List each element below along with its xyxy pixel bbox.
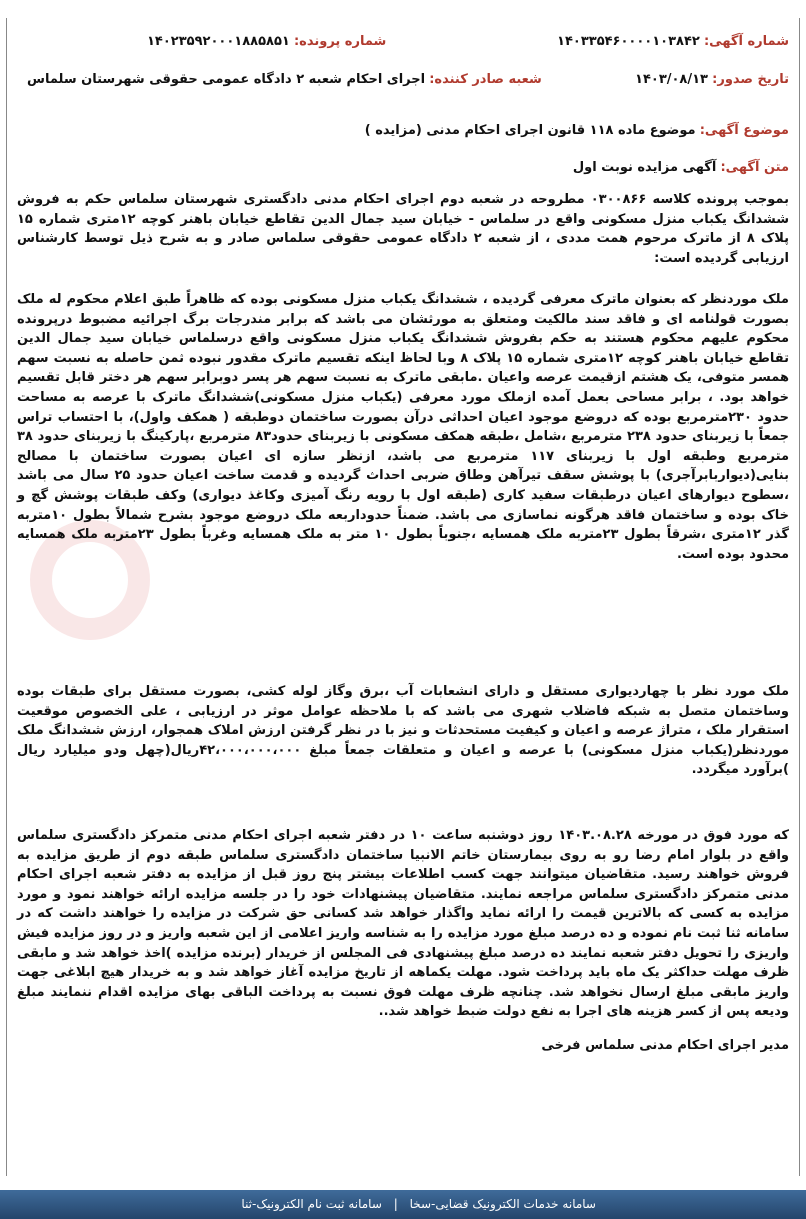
sana-link[interactable]: سامانه ثبت نام الکترونیک-ثنا bbox=[241, 1197, 382, 1211]
header-row-1 bbox=[17, 32, 789, 52]
text-title: آگهی مزایده نوبت اول bbox=[572, 160, 717, 175]
paragraph-4: که مورد فوق در مورخه ۱۴۰۳.۰۸.۲۸ روز دوشنبه ساعت ۱۰ در دفتر شعبه اجرای احکام مدنی متمرکز دادگستری سلماس واقع در بلوار امام رضا رو به روی بیمارستان خاتم الانبیا ساختمان دادگستری سلماس طبقه دوم از طریق مزایده به فروش خواهند رسید. متقاضیان میتوانند جهت کسب اطلاعات بیشتر پنج روز قبل از مزایده به دفتر شعبه اجرای احکام مدنی متمرکز دادگستری سلماس مراجعه نمایند. متقاضیان پیشنهادات خود را در جلسه مزایده ارائه خواهند نمود و مورد مزایده به کسی که بالاترین قیمت را ارائه نماید واگذار خواهد شد کسانی حق شرکت در مزایده را خواهند داشت که در سامانه ثنا ثبت نام نموده و ده درصد مبلغ مورد مزایده را به شناسه واریز اعلامی از این شعبه واریز و در روز مزایده فیش واریزی را تحویل دفتر شعبه نمایند ده درصد مبلغ پیشنهادی فی المجلس از خریدار (برنده مزایده )اخذ خواهد شد و مابقی ظرف مهلت حداکثر یک ماه باید پرداخت شود. مهلت یکماهه از تاریخ مزایده آغاز خواهد شد و به خریدار هیچ ابلاغی جهت واریز مابقی مبلغ ارسال نخواهد شد. چنانچه ظرف مهلت فوق نسبت به پرداخت الباقی بهای مزایده اقدام ننمایند مبلغ ودیعه پس از کسر هزینه های اجرا به نفع دولت ضبط خواهد شد.. bbox=[17, 828, 789, 1020]
issue-date: ۱۴۰۳/۰۸/۱۳ bbox=[635, 72, 708, 87]
paragraph-3: ملک مورد نظر با چهاردیواری مستقل و دارای انشعابات آب ،برق وگاز لوله کشی، بصورت مستقل برای طبقات بوده وساختمان متصل به شبکه فاضلاب شهری می باشد که با ملاحظه عوامل موثر در ارزیابی ، علی الخصوص موقعیت استقرار ملک ، متراژ عرصه و اعیان و کیفیت مستحدثات و نیز با در نظر گرفتن ارزش املاک همجوار، ارزش ششدانگ ملک موردنظر(یکباب منزل مسکونی) با عرصه و اعیان و متعلقات جمعاً مبلغ ۴۲،۰۰۰،۰۰۰،۰۰۰ریال(چهل ودو میلیارد ریال )برآورد میگردد. bbox=[17, 684, 790, 778]
text-title-row bbox=[17, 158, 789, 178]
footer-bar bbox=[0, 1190, 806, 1219]
text-label: متن آگهی: bbox=[720, 160, 789, 175]
paragraph-2: ملک موردنظر که بعنوان ماترک معرفی گردیده ، ششدانگ یکباب منزل مسکونی بوده که ظاهراً طبق اعلام محکوم له ملک بصورت قولنامه ای و فاقد سند مالکیت ومتعلق به مورثشان می باشد که برابر مندرجات برگ اجرائیه مضبوط درپرونده محکوم علیهم محکوم هستند به حکم بفروش ششدانگ یکباب منزل مسکونی واقع درسلماس خیابان سید جمال الدین تقاطع خیابان باهنر کوچه ۱۲متری شماره ۱۵ پلاک ۸ وبا لحاظ اینکه تقسیم ماترک مقدور نبوده ثمن حاصله به نسبت سهم همسر متوفی، یک هشتم ازقیمت عرصه واعیان .مابقی ماترک به نسبت سهم هر پسر دوبرابر سهم هر دختر قابل تقسیم خواهد بود. ، برابر مساحی بعمل آمده ازملک مورد معرفی (یکباب منزل مسکونی)ششدانگ ماترک با عرصه به مساحت حدود ۲۳۰مترمربع بوده که دروضع موجود اعیان احداثی درآن بصورت ساختمان دوطبقه ( همکف واول)، با احتساب تراس جمعاً با زیربنای حدود ۲۳۸ مترمربع ،شامل ،طبقه همکف مسکونی با زیربنای حدود۸۳ مترمربع ،پارکینگ با زیربنای حدود ۳۸ مترمربع وطبقه اول با زیربنای ۱۱۷ مترمربع می باشد، ازنظر سازه ای اعیان بصورت ساختمان با مصالح بنایی(دیواربابرآجری) با پوشش سقف تیرآهن وطاق ضربی احداث گردیده و قدمت ساخت اعیان حدود ۲۵ سال می باشد ،سطوح دیوارهای اعیان درطبقات سفید کاری (طبقه اول با رویه رنگ آمیزی وکاغذ دیواری) وکف طبقات پوشش گچ و خاک بوده و ساختمان فاقد هرگونه نماسازی می باشد. ضمناً حدوداربعه ملک دروضع موجود بشرح شمالاً بطول ۱۰متربه گذر ۱۲متری ،شرقاً بطول ۲۳متربه ملک همسایه ،جنوباً بطول ۱۰ متر به ملک همسایه وغرباً بطول ۲۳متربه ملک همسایه محدود بوده است. bbox=[17, 292, 789, 562]
header-row-2 bbox=[17, 70, 789, 90]
footer-separator: | bbox=[393, 1197, 398, 1211]
issuer: اجرای احکام شعبه ۲ دادگاه عمومی حقوقی شهرستان سلماس bbox=[27, 72, 426, 87]
subject-row bbox=[17, 121, 789, 141]
sakha-link[interactable]: سامانه خدمات الکترونیک قضایی-سخا bbox=[409, 1197, 596, 1211]
signature: مدیر اجرای احکام مدنی سلماس فرخی bbox=[541, 1038, 789, 1053]
case-number: ۱۴۰۲۳۵۹۲۰۰۰۱۸۸۵۸۵۱ bbox=[147, 34, 290, 49]
issue-date-label: تاریخ صدور: bbox=[712, 72, 789, 87]
issuer-label: شعبه صادر کننده: bbox=[429, 72, 542, 87]
case-number-label: شماره پرونده: bbox=[293, 34, 387, 49]
notice-number: ۱۴۰۳۳۵۴۶۰۰۰۰۱۰۳۸۴۲ bbox=[557, 34, 700, 49]
subject-label: موضوع آگهی: bbox=[699, 123, 789, 138]
paragraph-1: بموجب پرونده کلاسه ۰۳۰۰۸۶۶ مطروحه در شعبه دوم اجرای احکام مدنی دادگستری شهرستان سلماس حکم به فروش ششدانگ یکباب منزل مسکونی واقع در سلماس - خیابان سید جمال الدین تقاطع خیابان باهنر کوچه ۱۲متری شماره ۱۵ پلاک ۸ از ماترک مرحوم همت مددی ، از شعبه ۲ دادگاه عمومی حقوقی سلماس صادر و به شرح ذیل توسط کارشناس ارزیابی گردیده است: bbox=[17, 192, 790, 266]
case-number-group bbox=[147, 32, 386, 52]
subject: موضوع ماده ۱۱۸ قانون اجرای احکام مدنی (مزایده ) bbox=[364, 123, 696, 138]
notice-number-label: شماره آگهی: bbox=[703, 34, 789, 49]
notice-sheet bbox=[6, 18, 800, 1176]
issuer-group bbox=[27, 70, 542, 90]
